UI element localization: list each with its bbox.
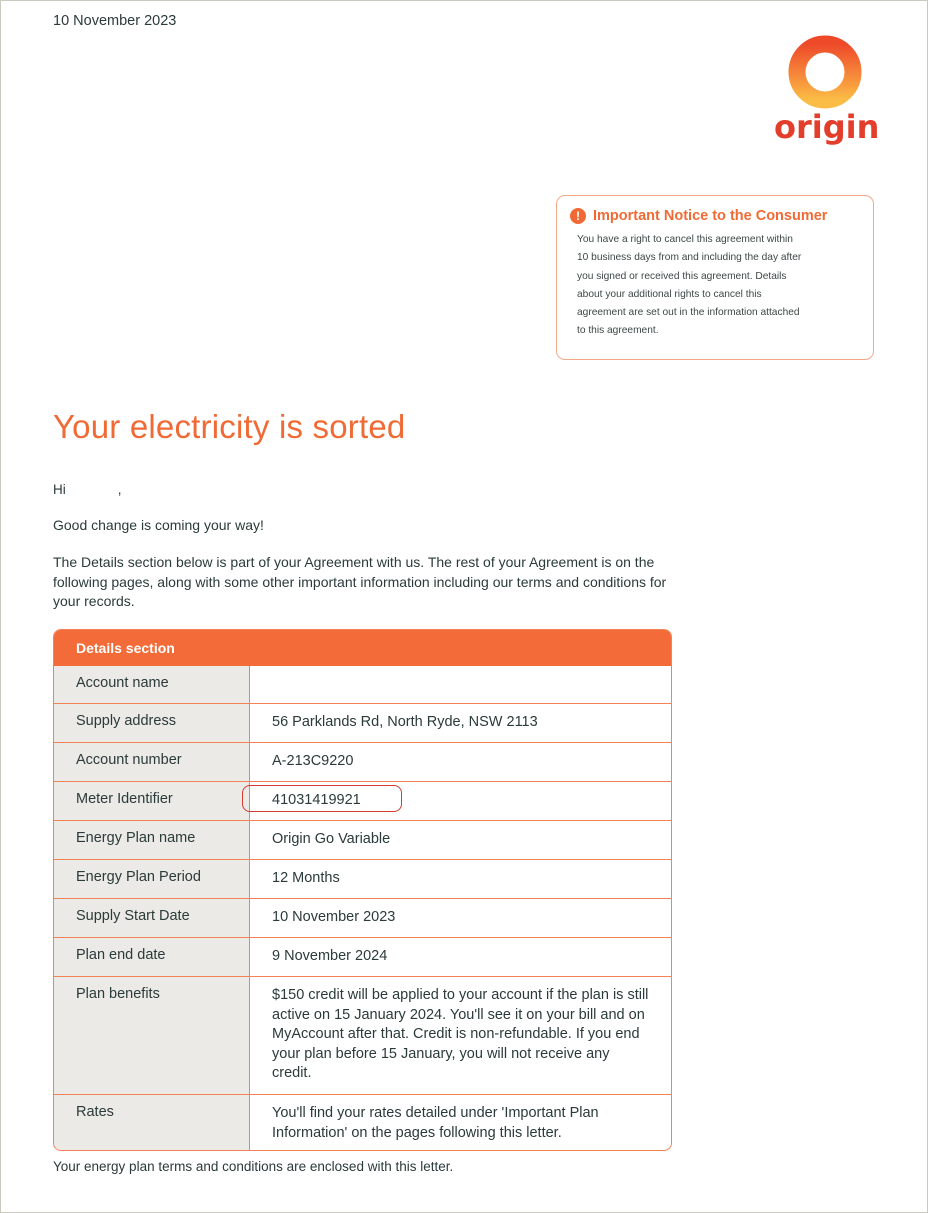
notice-body [570, 231, 855, 341]
table-row [54, 937, 671, 976]
row-value: 9 November 2024 [272, 948, 388, 964]
row-value: You'll find your rates detailed under 'Important Plan Information' on the pages following this letter. [272, 1105, 599, 1141]
table-row [54, 976, 671, 1094]
row-label: Account number [54, 743, 250, 781]
row-label: Meter Identifier [54, 782, 250, 820]
notice-line: about your additional rights to cancel this [577, 288, 762, 300]
notice-title: Important Notice to the Consumer [593, 208, 828, 224]
table-row [54, 1094, 671, 1150]
row-label: Account name [54, 666, 250, 703]
row-value: A-213C9220 [272, 753, 354, 769]
exclamation-circle-icon: ! [570, 208, 586, 224]
row-value: 10 November 2023 [272, 909, 396, 925]
row-value [250, 666, 671, 703]
footer-note: Your energy plan terms and conditions are enclosed with this letter. [53, 1159, 454, 1174]
notice-line: you signed or received this agreement. Details [577, 270, 787, 282]
agreement-paragraph: The Details section below is part of your Agreement with us. The rest of your Agreement is on the following pages, along with some other important information including our terms and conditions for your records. [53, 554, 667, 609]
greeting-salutation: Hi [53, 482, 66, 497]
notice-line: You have a right to cancel this agreement within [577, 234, 793, 245]
table-row [54, 742, 671, 781]
row-label: Supply Start Date [54, 899, 250, 937]
table-row [54, 666, 671, 703]
letter-date: 10 November 2023 [53, 13, 177, 29]
row-label: Energy Plan name [54, 821, 250, 859]
details-table [53, 629, 672, 1151]
greeting [53, 482, 122, 497]
row-label: Plan end date [54, 938, 250, 976]
greeting-comma: , [117, 482, 122, 497]
table-row [54, 898, 671, 937]
row-value: Origin Go Variable [272, 831, 391, 847]
details-header: Details section [54, 630, 671, 666]
meter-identifier-value: 41031419921 [272, 792, 361, 808]
row-value [250, 782, 671, 820]
important-notice-box [556, 195, 874, 360]
notice-line: agreement are set out in the information attached [577, 307, 800, 319]
brand-wordmark: origin [774, 108, 880, 146]
row-label: Supply address [54, 704, 250, 742]
table-row [54, 820, 671, 859]
intro-text: Good change is coming your way! [53, 517, 264, 533]
table-row [54, 781, 671, 820]
row-value: 56 Parklands Rd, North Ryde, NSW 2113 [272, 714, 538, 730]
notice-line: 10 business days from and including the day after [577, 252, 802, 264]
row-value: 12 Months [272, 870, 340, 886]
row-label: Energy Plan Period [54, 860, 250, 898]
meter-id-highlight [242, 785, 402, 812]
row-label: Plan benefits [54, 977, 250, 1094]
table-row [54, 859, 671, 898]
notice-line: to this agreement. [577, 325, 659, 337]
table-row [54, 703, 671, 742]
row-value: $150 credit will be applied to your account if the plan is still active on 15 January 2024. You'll see it on your bill and on MyAccount after that. Credit is non-refundable. If you end your plan before 15 January, you will not receive any credit. [272, 987, 649, 1081]
row-label: Rates [54, 1095, 250, 1150]
page-headline: Your electricity is sorted [53, 408, 406, 445]
